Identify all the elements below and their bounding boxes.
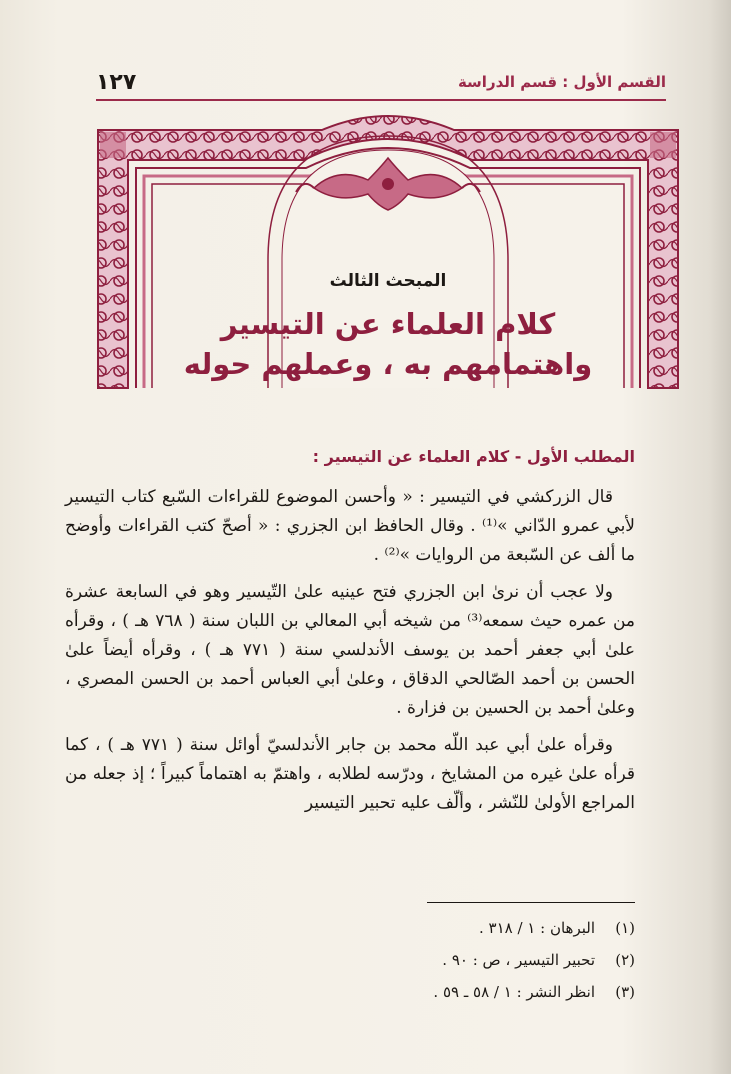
paragraph: ولا عجب أن نرىٰ ابن الجزري فتح عينيه علىٰ التّيسير وهو في السابعة عشرة من عمره حيث سمعه⁽³⁾ من شيخه أبي المعالي بن اللبان سنة ( ٧٦٨ هـ ) ، وقرأه علىٰ أبي جعفر أحمد بن يوسف الأندلسي سنة ( ٧٧١ هـ ) ، وقرأه أيضاً علىٰ الحسن بن أحمد الصّالحي الدقاق ، وعلىٰ أبي العباس أحمد بن الحسن المصري ، وعلىٰ أحمد بن الحسين بن فزارة .	[65, 582, 636, 718]
chapter-title-line1: كلام العلماء عن التيسير	[220, 307, 556, 341]
paragraph: وقرأه علىٰ أبي عبد اللّه محمد بن جابر الأندلسيّ أوائل سنة ( ٧٧١ هـ ) ، كما قرأه علىٰ غيره من المشايخ ، ودرّسه لطلابه ، واهتمّ به اهتماماً كبيراً ؛ إذ جعله من المراجع الأولىٰ للنّشر ، وألّف عليه تحبير التيسير	[65, 735, 635, 813]
footnote-number: (١)	[615, 919, 635, 937]
body-text	[65, 483, 635, 826]
footnote	[65, 912, 635, 944]
footnotes	[65, 912, 635, 1008]
chapter-label: المبحث الثالث	[329, 271, 447, 291]
paragraph: قال الزركشي في التيسير : « وأحسن الموضوع للقراءات السّبع كتاب التيسير لأبي عمرو الدّاني »⁽¹⁾ . وقال الحافظ ابن الجزري : « أصحّ كتب القراءات وأوضح ما ألف عن السّبعة من الروايات »⁽²⁾ .	[65, 487, 635, 565]
footnote-rule	[427, 902, 635, 903]
footnote	[65, 976, 635, 1008]
header-rule	[96, 99, 666, 101]
chapter-title	[92, 304, 684, 384]
running-header	[96, 66, 666, 98]
footnote-number: (٣)	[615, 983, 635, 1001]
chapter-title-line2: واهتمامهم به ، وعملهم حوله	[183, 347, 593, 381]
page-number: ١٢٧	[96, 69, 137, 95]
footnote-text: انظر النشر : ١ / ٥٨ ـ ٥٩ .	[433, 983, 595, 1001]
footnote-text: تحبير التيسير ، ص : ٩٠ .	[442, 951, 595, 969]
section-subheading: المطلب الأول - كلام العلماء عن التيسير :	[312, 447, 635, 466]
footnote	[65, 944, 635, 976]
footnote-number: (٢)	[615, 951, 635, 969]
footnote-text: البرهان : ١ / ٣١٨ .	[478, 919, 595, 937]
section-name: القسم الأول : قسم الدراسة	[457, 73, 666, 91]
